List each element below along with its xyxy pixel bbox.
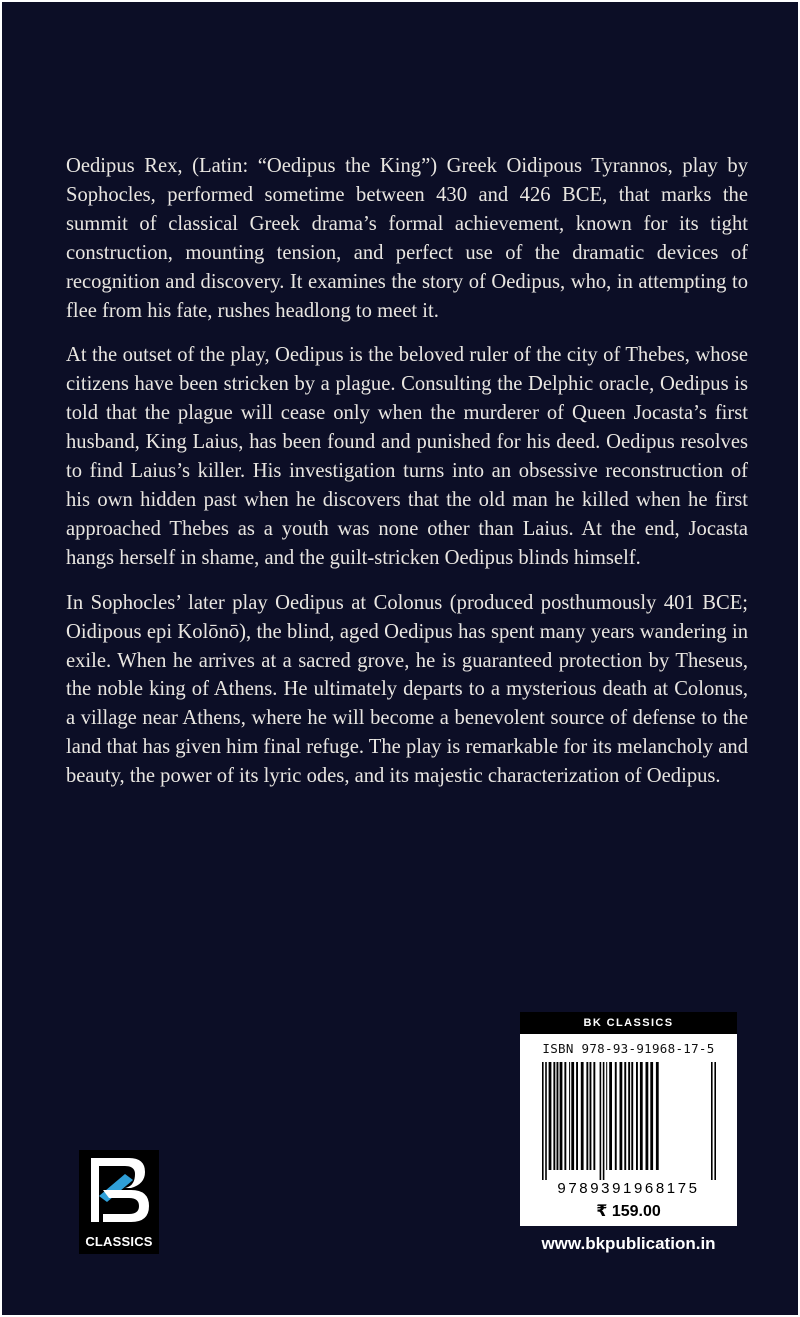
blurb-paragraph-2: At the outset of the play, Oedipus is the beloved ruler of the city of Thebes, whose citizens have been stricken by a plague. Consulting the Delphic oracle, Oedipus is told that the plague will cease only when the murderer of Queen Jocasta’s first husband, King Laius, has been found and punished for his deed. Oedipus resolves to find Laius’s killer. His investigation turns into an obsessive reconstruction of his own hidden past when he discovers that the old man he killed when he first approached Thebes as a youth was none other than Laius. At the end, Jocasta hangs herself in shame, and the guilt-stricken Oedipus blinds himself. [66,344,748,569]
barcode-bar [581,1062,584,1170]
barcode-bar [603,1062,605,1180]
isbn-text: ISBN 978-93-91968-17-5 [542,1041,715,1056]
barcode-publisher-header: BK CLASSICS [520,1012,737,1034]
barcode-bar [549,1062,552,1170]
back-cover [2,2,798,1315]
barcode-bar [628,1062,630,1170]
barcode-bar [542,1062,544,1180]
barcode-digits: 9789391968175 [557,1180,700,1197]
publisher-website: www.bkpublication.in [541,1234,716,1253]
barcode-bar [564,1062,566,1170]
barcode-bar [569,1062,570,1170]
barcode-bar [636,1062,638,1170]
barcode-bar [593,1062,595,1170]
barcode-bar [553,1062,555,1170]
barcode-bar [557,1062,559,1170]
bk-logo-icon [79,1150,159,1234]
barcode-bar [615,1062,617,1170]
barcode-bar [646,1062,649,1170]
barcode-bar [571,1062,574,1170]
barcode-bar [714,1062,716,1180]
barcode-bar [600,1062,602,1180]
barcode-bar [576,1062,578,1170]
barcode-bar [586,1062,588,1170]
barcode-bar [560,1062,563,1170]
barcode-bar [590,1062,592,1170]
barcode-bar [631,1062,633,1170]
logo-label: CLASSICS [85,1234,153,1249]
barcode-bar [606,1062,607,1170]
barcode-icon [540,1062,717,1180]
blurb-paragraph-1: Oedipus Rex, (Latin: “Oedipus the King”) Greek Oidipous Tyrannos, play by Sophocles, performed sometime between 430 and 426 BCE, that marks the summit of classical Greek drama’s formal achievement, known for its tight construction, mounting tension, and perfect use of the dramatic devices of recognition and discovery. It examines the story of Oedipus, who, in attempting to flee from his fate, rushes headlong to meet it. [66,155,748,322]
barcode-bar [650,1062,653,1170]
price-label: ₹ 159.00 [596,1203,661,1220]
publisher-logo [79,1150,159,1254]
barcode-panel [520,1012,737,1226]
barcode-bar [656,1062,659,1170]
barcode-bar [609,1062,612,1170]
barcode-bar [624,1062,626,1170]
barcode-bar [711,1062,713,1180]
barcode-bar [640,1062,643,1170]
book-blurb [66,152,748,807]
blurb-paragraph-3: In Sophocles’ later play Oedipus at Colonus (produced posthumously 401 BCE; Oidipous epi Kolōnō), the blind, aged Oedipus has spent many years wandering in exile. When he arrives at a sacred grove, he is guaranteed protection by Theseus, the noble king of Athens. He ultimately departs to a mysterious death at Colonus, a village near Athens, where he will become a benevolent source of defense to the land that has given him final refuge. The play is remarkable for its melancholy and beauty, the power of its lyric odes, and its majestic characterization of Oedipus. [66,591,748,788]
barcode-bar [545,1062,547,1180]
barcode-bar [620,1062,623,1170]
